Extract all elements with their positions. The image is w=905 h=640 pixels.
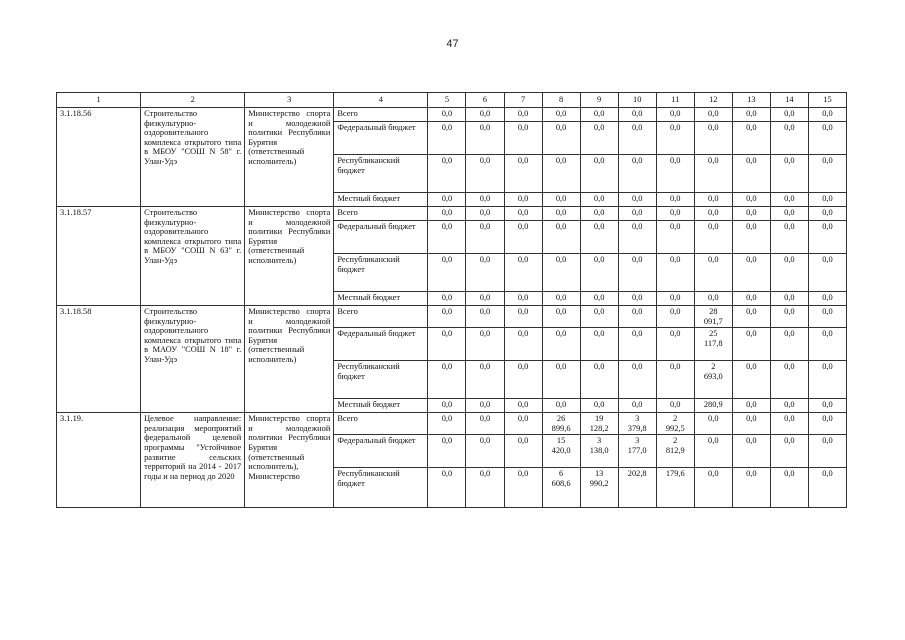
- funding-value: 25 117,8: [694, 328, 732, 361]
- funding-value: 0,0: [428, 254, 466, 292]
- funding-value: 0,0: [732, 207, 770, 221]
- funding-value: 26 899,6: [542, 413, 580, 435]
- column-header: 15: [808, 93, 846, 108]
- funding-value: 0,0: [428, 328, 466, 361]
- funding-value: 0,0: [770, 155, 808, 193]
- funding-value: 0,0: [770, 292, 808, 306]
- funding-value: 0,0: [808, 108, 846, 122]
- item-executor: Министерство спорта и молодежной политики Республики Бурятия (ответственный исполнитель): [245, 207, 334, 306]
- item-name: Строительство физкультурно-оздоровительного комплекса открытого типа в МБОУ "СОШ N 58" г. Улан-Удэ: [141, 108, 245, 207]
- funding-value: 0,0: [732, 254, 770, 292]
- funding-value: 0,0: [656, 292, 694, 306]
- funding-value: 2 992,5: [656, 413, 694, 435]
- funding-value: 28 091,7: [694, 306, 732, 328]
- funding-value: 0,0: [808, 328, 846, 361]
- funding-value: 2 812,9: [656, 435, 694, 468]
- funding-value: 0,0: [808, 361, 846, 399]
- funding-value: 15 420,0: [542, 435, 580, 468]
- column-header: 4: [334, 93, 428, 108]
- funding-value: 0,0: [542, 306, 580, 328]
- funding-value: 0,0: [732, 435, 770, 468]
- funding-value: 0,0: [732, 108, 770, 122]
- funding-value: 0,0: [656, 221, 694, 254]
- funding-value: 0,0: [580, 221, 618, 254]
- funding-value: 0,0: [694, 254, 732, 292]
- column-header: 11: [656, 93, 694, 108]
- funding-value: 0,0: [580, 207, 618, 221]
- funding-value: 0,0: [808, 435, 846, 468]
- funding-value: 0,0: [428, 155, 466, 193]
- funding-value: 0,0: [580, 108, 618, 122]
- funding-value: 0,0: [542, 193, 580, 207]
- table-row: [57, 413, 847, 435]
- funding-value: 0,0: [542, 122, 580, 155]
- column-header: 14: [770, 93, 808, 108]
- funding-value: 0,0: [694, 207, 732, 221]
- funding-source: Всего: [334, 413, 428, 435]
- funding-value: 0,0: [504, 155, 542, 193]
- funding-value: 0,0: [618, 306, 656, 328]
- funding-value: 0,0: [694, 221, 732, 254]
- item-name: Целевое направление: реализация мероприятий федеральной целевой программы "Устойчивое развитие сельских территорий на 2014 - 2017 годы и на период до 2020: [141, 413, 245, 508]
- funding-value: 0,0: [732, 413, 770, 435]
- funding-value: 0,0: [542, 108, 580, 122]
- column-header: 13: [732, 93, 770, 108]
- funding-value: 0,0: [428, 193, 466, 207]
- funding-value: 0,0: [694, 155, 732, 193]
- item-executor: Министерство спорта и молодежной политики Республики Бурятия (ответственный исполнитель), Министерство: [245, 413, 334, 508]
- item-name: Строительство физкультурно-оздоровительного комплекса открытого типа в МАОУ "СОШ N 18" г. Улан-Удэ: [141, 306, 245, 413]
- funding-value: 0,0: [770, 221, 808, 254]
- funding-value: 13 990,2: [580, 468, 618, 508]
- funding-value: 0,0: [466, 361, 504, 399]
- funding-value: 0,0: [504, 328, 542, 361]
- funding-value: 0,0: [618, 193, 656, 207]
- funding-value: 0,0: [580, 254, 618, 292]
- funding-value: 0,0: [580, 122, 618, 155]
- funding-value: 0,0: [618, 254, 656, 292]
- funding-value: 0,0: [732, 468, 770, 508]
- funding-value: 0,0: [466, 435, 504, 468]
- funding-value: 0,0: [656, 328, 694, 361]
- funding-value: 0,0: [694, 108, 732, 122]
- table-body: [57, 108, 847, 508]
- funding-source: Республиканский бюджет: [334, 361, 428, 399]
- item-code: 3.1.18.57: [57, 207, 141, 306]
- funding-source: Республиканский бюджет: [334, 254, 428, 292]
- funding-value: 6 608,6: [542, 468, 580, 508]
- funding-value: 0,0: [808, 155, 846, 193]
- column-header: 7: [504, 93, 542, 108]
- funding-value: 3 138,0: [580, 435, 618, 468]
- funding-value: 0,0: [618, 108, 656, 122]
- funding-value: 0,0: [466, 108, 504, 122]
- funding-value: 0,0: [504, 108, 542, 122]
- funding-source: Всего: [334, 207, 428, 221]
- funding-value: 0,0: [694, 413, 732, 435]
- funding-value: 0,0: [504, 435, 542, 468]
- funding-value: 0,0: [694, 193, 732, 207]
- funding-value: 0,0: [428, 361, 466, 399]
- funding-source: Республиканский бюджет: [334, 468, 428, 508]
- funding-value: 0,0: [428, 108, 466, 122]
- funding-value: 0,0: [770, 193, 808, 207]
- funding-value: 0,0: [732, 292, 770, 306]
- funding-source: Федеральный бюджет: [334, 435, 428, 468]
- funding-value: 0,0: [656, 193, 694, 207]
- funding-value: 0,0: [580, 155, 618, 193]
- funding-value: 3 177,0: [618, 435, 656, 468]
- funding-value: 0,0: [732, 193, 770, 207]
- funding-value: 0,0: [656, 254, 694, 292]
- funding-value: 0,0: [466, 207, 504, 221]
- funding-value: 0,0: [770, 328, 808, 361]
- funding-value: 0,0: [770, 468, 808, 508]
- funding-value: 0,0: [732, 399, 770, 413]
- funding-value: 0,0: [542, 361, 580, 399]
- funding-value: 0,0: [808, 221, 846, 254]
- funding-value: 0,0: [428, 413, 466, 435]
- funding-value: 0,0: [694, 292, 732, 306]
- funding-value: 0,0: [618, 292, 656, 306]
- funding-value: 0,0: [504, 193, 542, 207]
- item-name: Строительство физкультурно-оздоровительного комплекса открытого типа в МБОУ "СОШ N 63" г. Улан-Удэ: [141, 207, 245, 306]
- column-header: 1: [57, 93, 141, 108]
- funding-value: 0,0: [618, 155, 656, 193]
- item-code: 3.1.18.56: [57, 108, 141, 207]
- funding-value: 0,0: [618, 122, 656, 155]
- funding-value: 0,0: [542, 221, 580, 254]
- funding-value: 0,0: [504, 468, 542, 508]
- funding-value: 0,0: [656, 207, 694, 221]
- funding-value: 0,0: [466, 399, 504, 413]
- funding-value: 0,0: [580, 292, 618, 306]
- funding-value: 0,0: [694, 435, 732, 468]
- funding-value: 0,0: [732, 221, 770, 254]
- funding-value: 0,0: [770, 254, 808, 292]
- funding-value: 0,0: [580, 328, 618, 361]
- funding-value: 0,0: [428, 399, 466, 413]
- funding-value: 0,0: [732, 361, 770, 399]
- funding-value: 0,0: [656, 399, 694, 413]
- funding-value: 0,0: [466, 413, 504, 435]
- funding-value: 3 379,8: [618, 413, 656, 435]
- funding-value: 0,0: [504, 413, 542, 435]
- funding-value: 0,0: [770, 413, 808, 435]
- column-header: 3: [245, 93, 334, 108]
- funding-value: 0,0: [770, 306, 808, 328]
- column-header: 12: [694, 93, 732, 108]
- funding-value: 0,0: [542, 328, 580, 361]
- funding-value: 0,0: [732, 328, 770, 361]
- funding-value: 0,0: [466, 155, 504, 193]
- funding-source: Федеральный бюджет: [334, 122, 428, 155]
- funding-value: 0,0: [466, 306, 504, 328]
- funding-value: 0,0: [656, 306, 694, 328]
- funding-value: 0,0: [694, 122, 732, 155]
- funding-value: 0,0: [504, 361, 542, 399]
- funding-value: 0,0: [656, 155, 694, 193]
- funding-value: 0,0: [466, 328, 504, 361]
- funding-value: 280,9: [694, 399, 732, 413]
- funding-value: 0,0: [732, 155, 770, 193]
- header-row: [57, 93, 847, 108]
- funding-source: Федеральный бюджет: [334, 328, 428, 361]
- funding-value: 0,0: [770, 122, 808, 155]
- funding-value: 0,0: [542, 155, 580, 193]
- funding-value: 0,0: [808, 122, 846, 155]
- funding-value: 0,0: [466, 468, 504, 508]
- funding-source: Федеральный бюджет: [334, 221, 428, 254]
- funding-value: 0,0: [656, 361, 694, 399]
- funding-value: 19 128,2: [580, 413, 618, 435]
- column-header: 8: [542, 93, 580, 108]
- funding-value: 0,0: [428, 221, 466, 254]
- table-row: [57, 207, 847, 221]
- funding-value: 0,0: [428, 468, 466, 508]
- funding-value: 0,0: [808, 468, 846, 508]
- funding-value: 0,0: [504, 254, 542, 292]
- funding-value: 0,0: [770, 108, 808, 122]
- item-executor: Министерство спорта и молодежной политики Республики Бурятия (ответственный исполнитель): [245, 108, 334, 207]
- funding-source: Местный бюджет: [334, 193, 428, 207]
- funding-value: 0,0: [466, 193, 504, 207]
- column-header: 10: [618, 93, 656, 108]
- column-header: 9: [580, 93, 618, 108]
- funding-value: 0,0: [618, 207, 656, 221]
- funding-source: Всего: [334, 306, 428, 328]
- funding-value: 0,0: [580, 399, 618, 413]
- funding-value: 0,0: [504, 306, 542, 328]
- funding-value: 0,0: [504, 221, 542, 254]
- funding-value: 0,0: [428, 435, 466, 468]
- funding-value: 0,0: [504, 399, 542, 413]
- funding-value: 0,0: [466, 122, 504, 155]
- budget-table: [56, 92, 847, 508]
- funding-value: 0,0: [808, 292, 846, 306]
- funding-value: 0,0: [808, 207, 846, 221]
- funding-value: 0,0: [428, 207, 466, 221]
- funding-value: 179,6: [656, 468, 694, 508]
- funding-source: Республиканский бюджет: [334, 155, 428, 193]
- funding-value: 0,0: [504, 207, 542, 221]
- page-number: 47: [446, 38, 459, 50]
- funding-value: 0,0: [732, 122, 770, 155]
- item-code: 3.1.18.58: [57, 306, 141, 413]
- funding-value: 0,0: [542, 292, 580, 306]
- funding-value: 0,0: [618, 328, 656, 361]
- funding-source: Местный бюджет: [334, 399, 428, 413]
- funding-value: 0,0: [504, 122, 542, 155]
- funding-value: 0,0: [808, 413, 846, 435]
- funding-value: 0,0: [428, 292, 466, 306]
- funding-value: 0,0: [618, 399, 656, 413]
- funding-source: Местный бюджет: [334, 292, 428, 306]
- funding-value: 0,0: [466, 254, 504, 292]
- funding-value: 0,0: [542, 254, 580, 292]
- funding-value: 0,0: [428, 306, 466, 328]
- funding-value: 0,0: [808, 254, 846, 292]
- funding-value: 0,0: [580, 361, 618, 399]
- item-executor: Министерство спорта и молодежной политики Республики Бурятия (ответственный исполнитель): [245, 306, 334, 413]
- table-row: [57, 108, 847, 122]
- funding-value: 0,0: [808, 399, 846, 413]
- column-header: 2: [141, 93, 245, 108]
- funding-value: 0,0: [504, 292, 542, 306]
- funding-value: 0,0: [580, 306, 618, 328]
- column-header: 6: [466, 93, 504, 108]
- funding-value: 0,0: [466, 221, 504, 254]
- funding-source: Всего: [334, 108, 428, 122]
- funding-value: 0,0: [694, 468, 732, 508]
- funding-value: 0,0: [656, 108, 694, 122]
- table-row: [57, 306, 847, 328]
- funding-value: 0,0: [428, 122, 466, 155]
- funding-value: 0,0: [808, 193, 846, 207]
- funding-value: 0,0: [732, 306, 770, 328]
- funding-value: 0,0: [542, 207, 580, 221]
- funding-value: 0,0: [770, 207, 808, 221]
- funding-value: 0,0: [618, 221, 656, 254]
- funding-value: 0,0: [656, 122, 694, 155]
- funding-value: 0,0: [770, 399, 808, 413]
- funding-value: 0,0: [770, 435, 808, 468]
- funding-value: 202,8: [618, 468, 656, 508]
- funding-value: 0,0: [542, 399, 580, 413]
- funding-value: 0,0: [466, 292, 504, 306]
- funding-value: 0,0: [808, 306, 846, 328]
- column-header: 5: [428, 93, 466, 108]
- funding-value: 0,0: [618, 361, 656, 399]
- item-code: 3.1.19.: [57, 413, 141, 508]
- funding-value: 2 693,0: [694, 361, 732, 399]
- funding-value: 0,0: [770, 361, 808, 399]
- funding-value: 0,0: [580, 193, 618, 207]
